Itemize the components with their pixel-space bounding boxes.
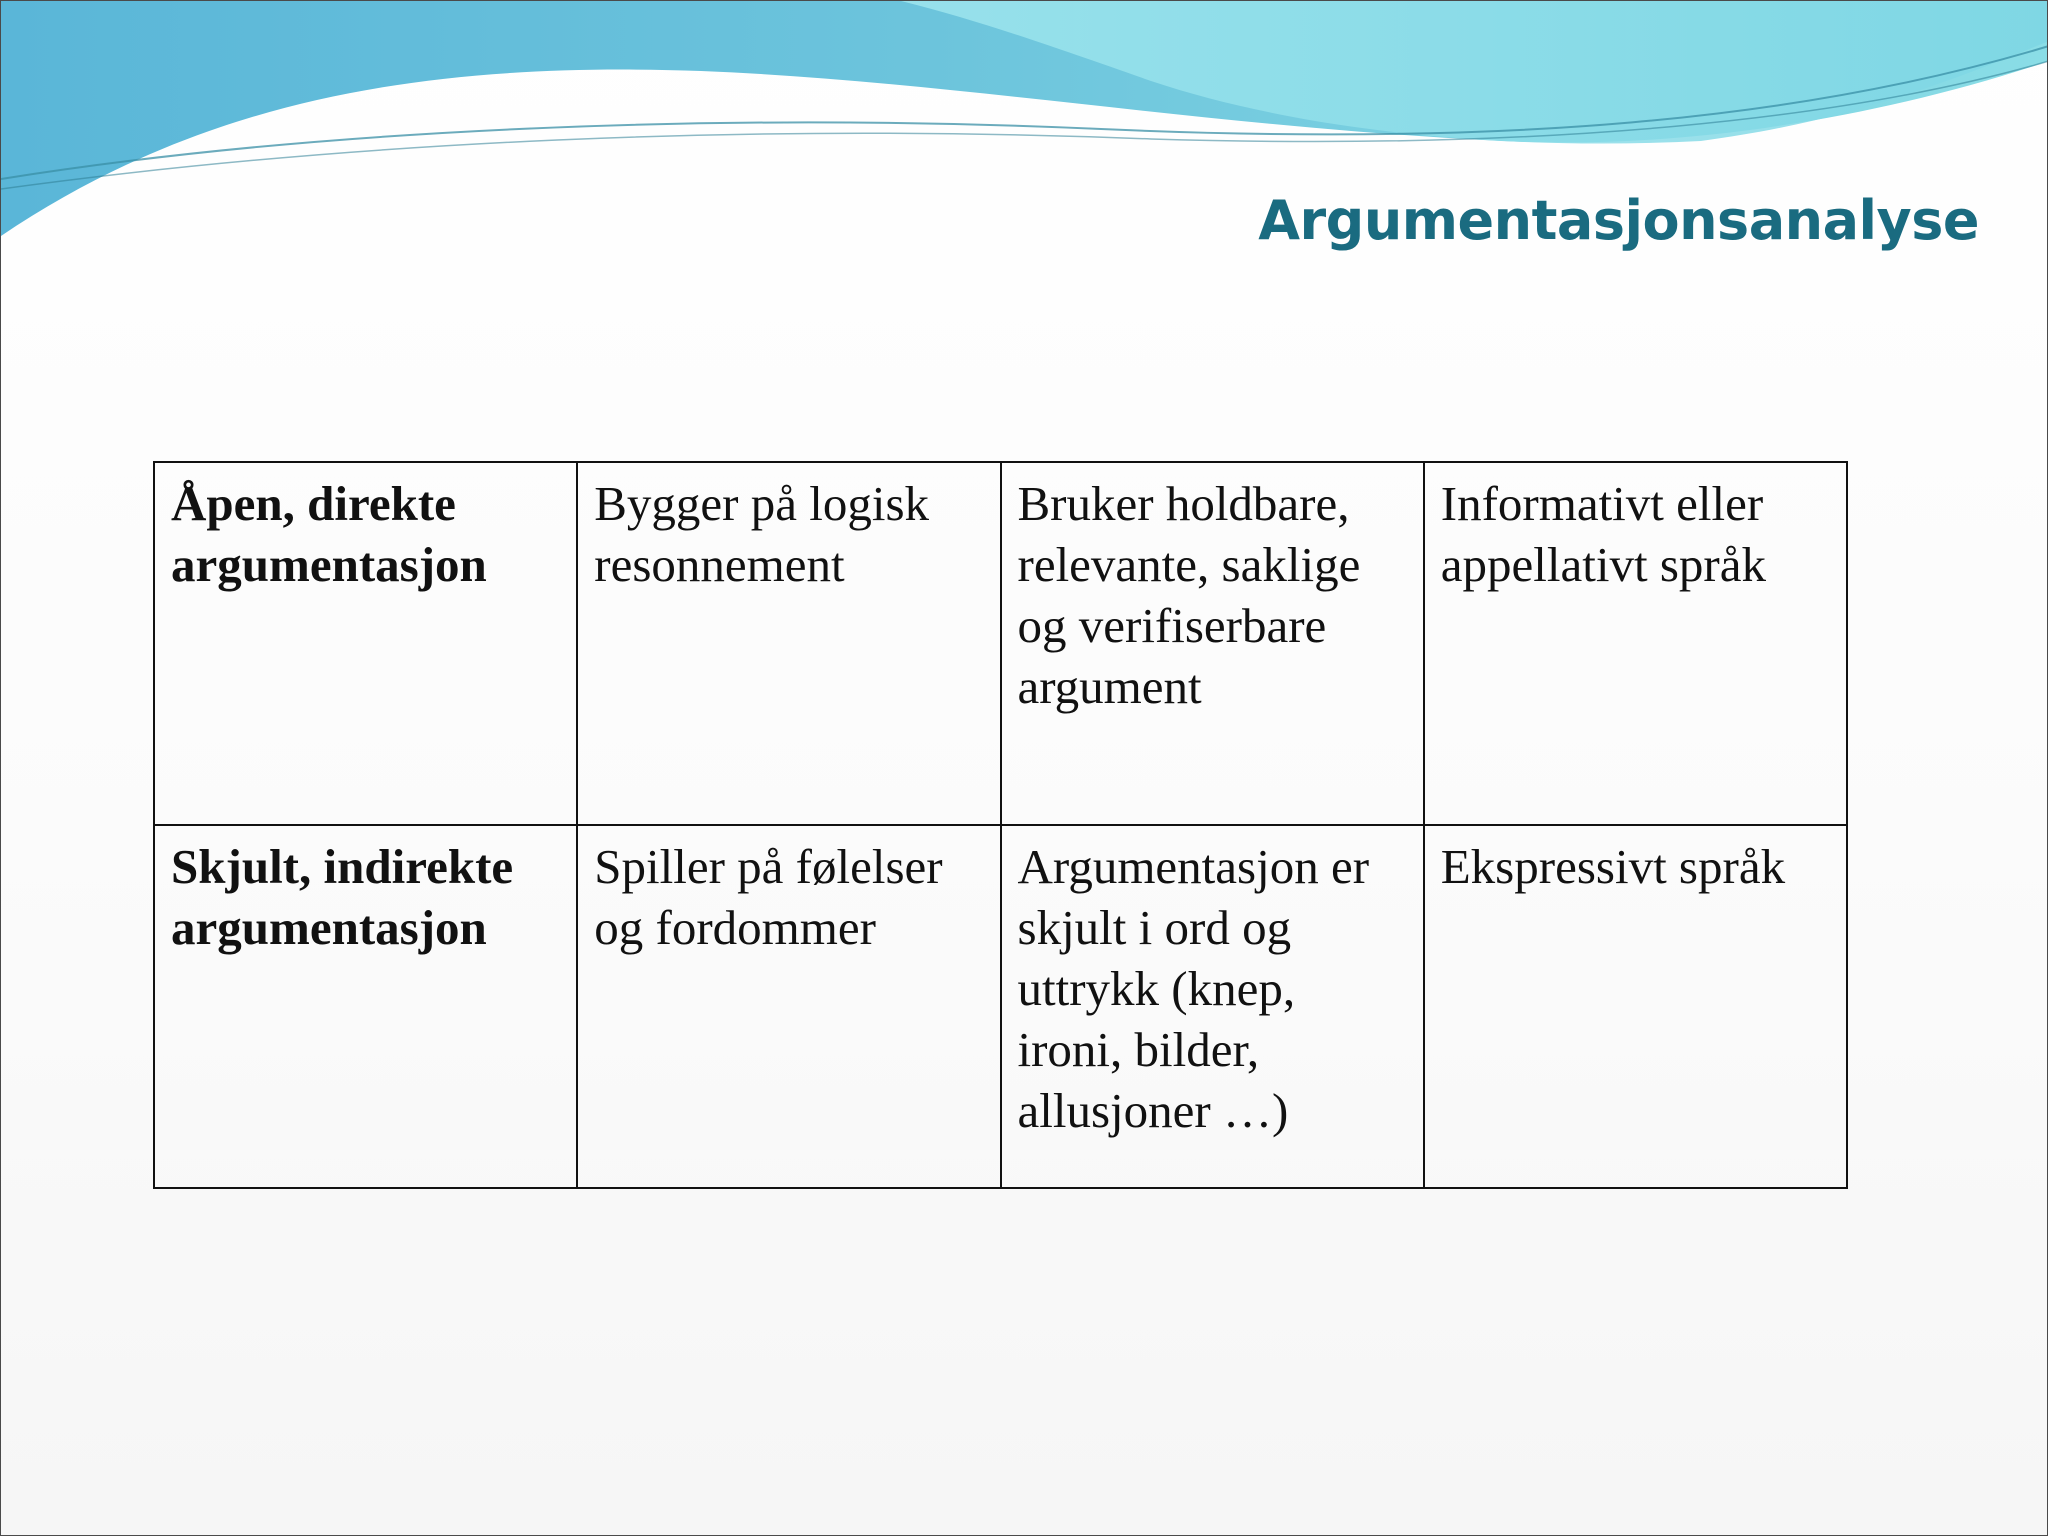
slide-title: Argumentasjonsanalyse	[1258, 189, 1979, 252]
table-cell: Spiller på følelser og fordommer	[577, 825, 1000, 1188]
table-cell: Ekspressivt språk	[1424, 825, 1847, 1188]
table-row-hidden	[154, 825, 1847, 1188]
row-header-open: Åpen, direkte argumentasjon	[154, 462, 577, 825]
table-row-open	[154, 462, 1847, 825]
table-cell: Argumentasjon er skjult i ord og uttrykk (knep, ironi, bilder, allusjoner …)	[1001, 825, 1424, 1188]
argument-table	[153, 461, 1848, 1189]
table-cell: Informativt eller appellativt språk	[1424, 462, 1847, 825]
table-cell: Bygger på logisk resonnement	[577, 462, 1000, 825]
table-cell: Bruker holdbare, relevante, saklige og verifiserbare argument	[1001, 462, 1424, 825]
row-header-hidden: Skjult, indirekte argumentasjon	[154, 825, 577, 1188]
